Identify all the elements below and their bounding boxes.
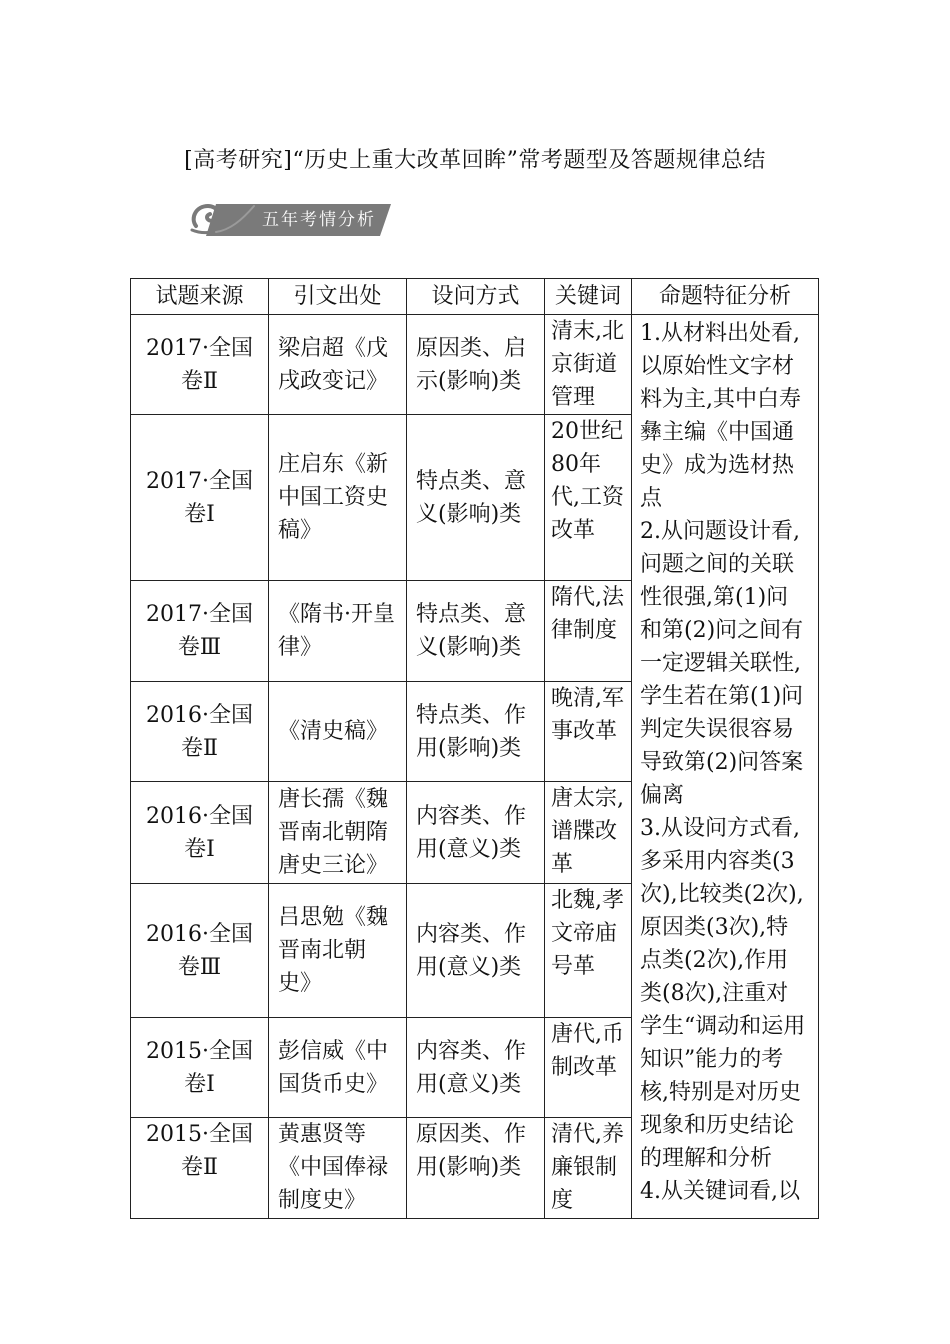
header-question-type: 设问方式 bbox=[407, 279, 545, 315]
cell-source: 2015·全国卷Ⅱ bbox=[131, 1118, 269, 1219]
cell-keyword: 清末,北京街道管理 bbox=[545, 315, 632, 415]
cell-question-type: 特点类、意义(影响)类 bbox=[407, 415, 545, 581]
analysis-point: 3.从设问方式看,多采用内容类(3次),比较类(2次),原因类(3次),特点类(2次),作用类(8次),注重对学生“调动和运用知识”能力的考核,特别是对历史现象和历史结论的理解和分析 bbox=[640, 816, 806, 1171]
cell-question-type: 原因类、作用(影响)类 bbox=[407, 1118, 545, 1219]
cell-keyword: 20世纪80年代,工资改革 bbox=[545, 415, 632, 581]
cell-question-type: 内容类、作用(意义)类 bbox=[407, 884, 545, 1018]
table-header-row bbox=[131, 279, 819, 315]
cell-reference: 《隋书·开皇律》 bbox=[269, 581, 407, 682]
cell-reference: 唐长孺《魏晋南北朝隋唐史三论》 bbox=[269, 782, 407, 884]
analysis-point: 4.从关键词看,以 bbox=[640, 1179, 800, 1204]
cell-question-type: 特点类、意义(影响)类 bbox=[407, 581, 545, 682]
header-keyword: 关键词 bbox=[545, 279, 632, 315]
cell-reference: 彭信威《中国货币史》 bbox=[269, 1018, 407, 1118]
cell-question-type: 内容类、作用(意义)类 bbox=[407, 1018, 545, 1118]
cloud-swirl-icon bbox=[186, 196, 256, 240]
cell-keyword: 北魏,孝文帝庙号革 bbox=[545, 884, 632, 1018]
cell-reference: 梁启超《戊戌政变记》 bbox=[269, 315, 407, 415]
cell-reference: 黄惠贤等《中国俸禄制度史》 bbox=[269, 1118, 407, 1219]
table-row bbox=[131, 315, 819, 415]
cell-keyword: 晚清,军事改革 bbox=[545, 682, 632, 782]
cell-question-type: 特点类、作用(影响)类 bbox=[407, 682, 545, 782]
page-title: [高考研究]“历史上重大改革回眸”常考题型及答题规律总结 bbox=[184, 148, 766, 173]
cell-source: 2015·全国卷Ⅰ bbox=[131, 1018, 269, 1118]
cell-keyword: 隋代,法律制度 bbox=[545, 581, 632, 682]
cell-keyword: 清代,养廉银制度 bbox=[545, 1118, 632, 1219]
header-analysis: 命题特征分析 bbox=[632, 279, 819, 315]
cell-source: 2016·全国卷Ⅲ bbox=[131, 884, 269, 1018]
analysis-point: 2.从问题设计看,问题之间的关联性很强,第(1)问和第(2)问之间有一定逻辑关联性,学生若在第(1)问判定失误很容易导致第(2)问答案偏离 bbox=[640, 519, 804, 808]
header-reference: 引文出处 bbox=[269, 279, 407, 315]
analysis-point: 1.从材料出处看,以原始性文字材料为主,其中白寿彝主编《中国通史》成为选材热点 bbox=[640, 321, 801, 511]
cell-keyword: 唐代,币制改革 bbox=[545, 1018, 632, 1118]
cell-analysis bbox=[632, 315, 819, 1219]
cell-reference: 庄启东《新中国工资史稿》 bbox=[269, 415, 407, 581]
section-banner-label: 五年考情分析 bbox=[262, 210, 376, 230]
cell-keyword: 唐太宗,谱牒改革 bbox=[545, 782, 632, 884]
cell-source: 2017·全国卷Ⅰ bbox=[131, 415, 269, 581]
cell-source: 2016·全国卷Ⅱ bbox=[131, 682, 269, 782]
cell-reference: 《清史稿》 bbox=[269, 682, 407, 782]
cell-source: 2017·全国卷Ⅲ bbox=[131, 581, 269, 682]
cell-reference: 吕思勉《魏晋南北朝史》 bbox=[269, 884, 407, 1018]
cell-source: 2017·全国卷Ⅱ bbox=[131, 315, 269, 415]
header-source: 试题来源 bbox=[131, 279, 269, 315]
cell-source: 2016·全国卷Ⅰ bbox=[131, 782, 269, 884]
cell-question-type: 原因类、启示(影响)类 bbox=[407, 315, 545, 415]
exam-analysis-table bbox=[130, 278, 819, 1219]
cell-question-type: 内容类、作用(意义)类 bbox=[407, 782, 545, 884]
